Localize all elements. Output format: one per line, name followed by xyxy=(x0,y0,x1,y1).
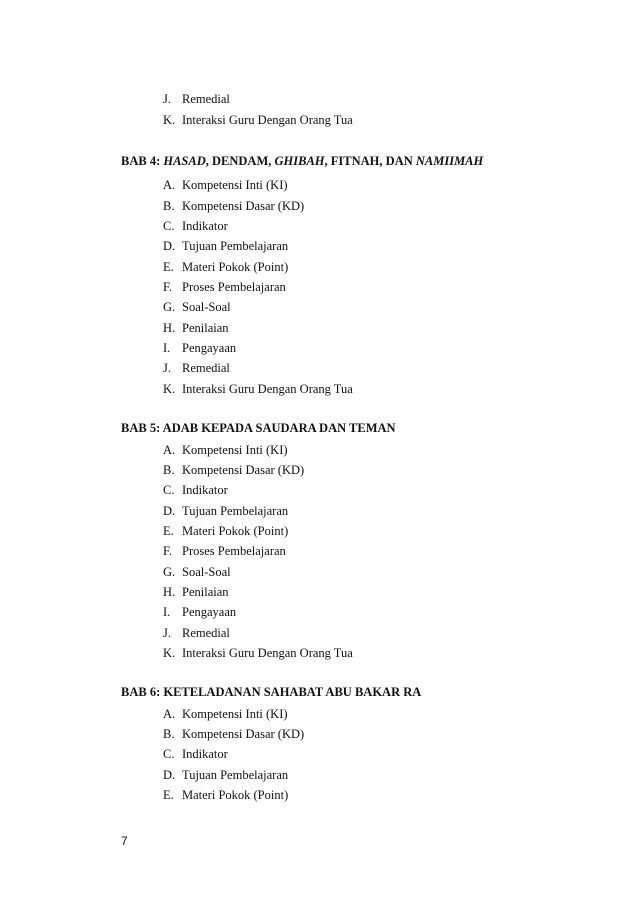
item-text: Interaksi Guru Dengan Orang Tua xyxy=(182,113,353,127)
item-text: Kompetensi Inti (KI) xyxy=(182,178,288,192)
list-item xyxy=(163,706,288,722)
item-text: Materi Pokok (Point) xyxy=(182,524,289,538)
item-letter: E. xyxy=(163,788,174,802)
list-item xyxy=(163,767,288,783)
list-item xyxy=(163,218,228,234)
item-letter: F. xyxy=(163,544,173,558)
item-text: Penilaian xyxy=(182,321,229,335)
list-item xyxy=(163,584,229,600)
item-letter: J. xyxy=(163,361,171,375)
list-item xyxy=(163,482,228,498)
heading-separator: , FITNAH, DAN xyxy=(324,154,416,168)
list-item xyxy=(163,360,230,376)
item-text: Materi Pokok (Point) xyxy=(182,788,289,802)
item-text: Indikator xyxy=(182,747,228,761)
item-letter: H. xyxy=(163,321,176,335)
item-text: Tujuan Pembelajaran xyxy=(182,239,289,253)
item-letter: I. xyxy=(163,341,171,355)
list-item xyxy=(163,625,230,641)
item-text: Soal-Soal xyxy=(182,565,231,579)
item-letter: D. xyxy=(163,239,176,253)
heading-term-hasad: HASAD xyxy=(163,154,206,168)
list-item xyxy=(163,91,230,107)
item-text: Interaksi Guru Dengan Orang Tua xyxy=(182,646,353,660)
list-item xyxy=(163,523,288,539)
heading-term-ghibah: GHIBAH xyxy=(274,154,325,168)
item-letter: J. xyxy=(163,626,171,640)
item-text: Tujuan Pembelajaran xyxy=(182,768,289,782)
list-item xyxy=(163,381,353,397)
item-text: Pengayaan xyxy=(182,341,237,355)
list-item xyxy=(163,604,236,620)
list-item xyxy=(163,645,353,661)
heading-prefix: BAB 4: xyxy=(121,154,164,168)
item-letter: I. xyxy=(163,605,171,619)
item-text: Tujuan Pembelajaran xyxy=(182,504,289,518)
item-text: Indikator xyxy=(182,219,228,233)
item-letter: B. xyxy=(163,463,175,477)
item-letter: D. xyxy=(163,768,176,782)
page-number: 7 xyxy=(121,834,128,848)
item-letter: A. xyxy=(163,178,176,192)
item-letter: B. xyxy=(163,199,175,213)
item-letter: C. xyxy=(163,483,175,497)
item-text: Kompetensi Inti (KI) xyxy=(182,707,288,721)
item-letter: E. xyxy=(163,260,174,274)
item-letter: K. xyxy=(163,646,176,660)
list-item xyxy=(163,198,304,214)
item-text: Remedial xyxy=(182,92,230,106)
item-text: Proses Pembelajaran xyxy=(182,544,286,558)
item-letter: K. xyxy=(163,382,176,396)
item-letter: E. xyxy=(163,524,174,538)
list-item xyxy=(163,726,304,742)
item-letter: A. xyxy=(163,443,176,457)
list-item xyxy=(163,238,288,254)
item-text: Kompetensi Inti (KI) xyxy=(182,443,288,457)
list-item xyxy=(163,299,231,315)
item-text: Indikator xyxy=(182,483,228,497)
item-text: Interaksi Guru Dengan Orang Tua xyxy=(182,382,353,396)
list-item xyxy=(163,259,288,275)
item-letter: G. xyxy=(163,565,176,579)
list-item xyxy=(163,340,236,356)
item-letter: C. xyxy=(163,219,175,233)
list-item xyxy=(163,279,286,295)
list-item xyxy=(163,442,288,458)
item-letter: G. xyxy=(163,300,176,314)
chapter-heading-bab6: BAB 6: KETELADANAN SAHABAT ABU BAKAR RA xyxy=(121,685,422,699)
item-text: Remedial xyxy=(182,626,230,640)
chapter-heading-bab5: BAB 5: ADAB KEPADA SAUDARA DAN TEMAN xyxy=(121,421,396,435)
item-text: Materi Pokok (Point) xyxy=(182,260,289,274)
item-text: Kompetensi Dasar (KD) xyxy=(182,727,305,741)
item-letter: J. xyxy=(163,92,171,106)
list-item xyxy=(163,503,288,519)
item-text: Soal-Soal xyxy=(182,300,231,314)
item-letter: F. xyxy=(163,280,173,294)
item-text: Remedial xyxy=(182,361,230,375)
item-letter: K. xyxy=(163,113,176,127)
list-item xyxy=(163,462,304,478)
item-letter: D. xyxy=(163,504,176,518)
item-text: Penilaian xyxy=(182,585,229,599)
item-text: Proses Pembelajaran xyxy=(182,280,286,294)
item-text: Pengayaan xyxy=(182,605,237,619)
chapter-heading-bab4 xyxy=(121,153,483,169)
item-letter: H. xyxy=(163,585,176,599)
item-text: Kompetensi Dasar (KD) xyxy=(182,463,305,477)
item-letter: A. xyxy=(163,707,176,721)
list-item xyxy=(163,787,288,803)
item-text: Kompetensi Dasar (KD) xyxy=(182,199,305,213)
list-item xyxy=(163,177,288,193)
item-letter: B. xyxy=(163,727,175,741)
list-item xyxy=(163,320,229,336)
item-letter: C. xyxy=(163,747,175,761)
list-item xyxy=(163,112,353,128)
list-item xyxy=(163,746,228,762)
list-item xyxy=(163,564,231,580)
heading-term-namiimah: NAMIIMAH xyxy=(415,154,484,168)
heading-separator: , DENDAM, xyxy=(205,154,275,168)
list-item xyxy=(163,543,286,559)
